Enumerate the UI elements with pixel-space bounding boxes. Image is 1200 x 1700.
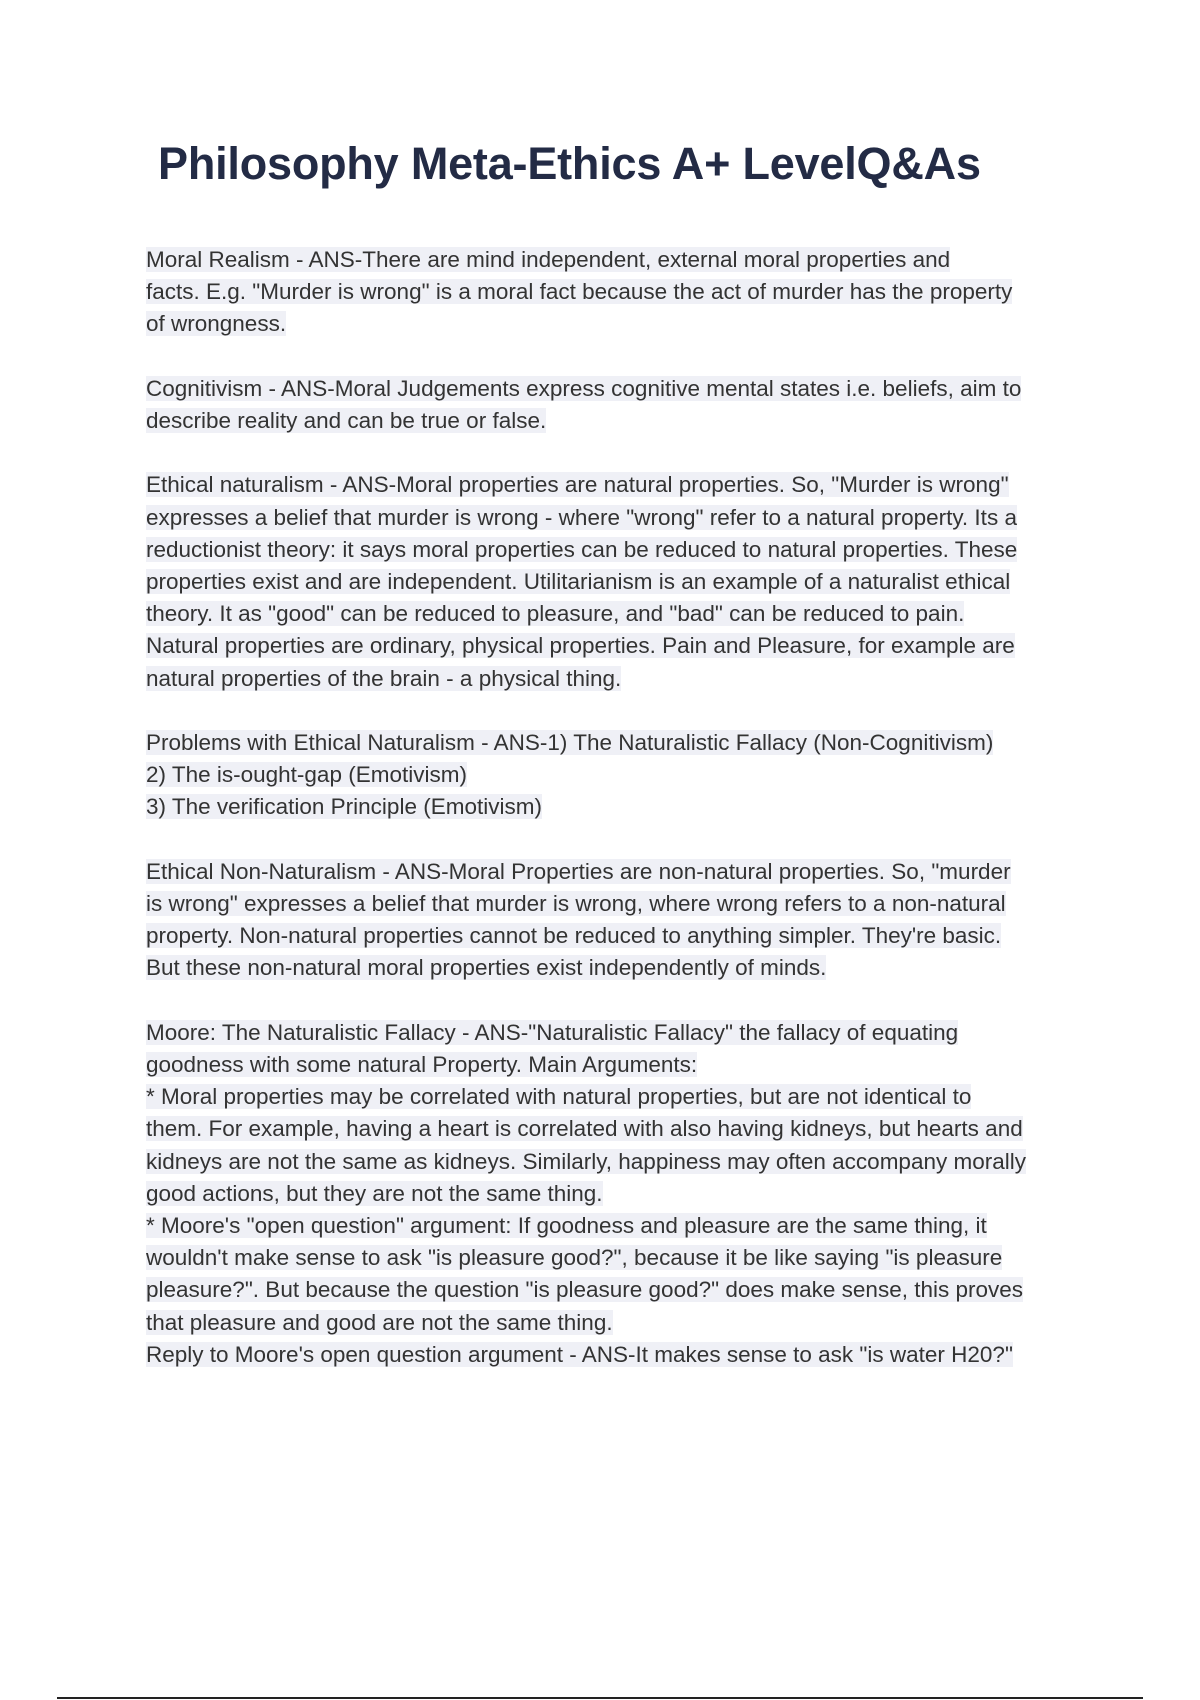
text-line: * Moore's "open question" argument: If goodness and pleasure are the same thing, it [146,1213,987,1239]
text-line: expresses a belief that murder is wrong - where "wrong" refer to a natural property. Its a [146,504,1017,530]
text-line: kidneys are not the same as kidneys. Similarly, happiness may often accompany morally [146,1148,1026,1174]
text-line: Reply to Moore's open question argument - ANS-It makes sense to ask "is water H20?" [146,1341,1013,1367]
text-line: that pleasure and good are not the same thing. [146,1309,613,1335]
text-line: Moore: The Naturalistic Fallacy - ANS-"Naturalistic Fallacy" the fallacy of equating [146,1019,959,1045]
text-line: * Moral properties may be correlated with natural properties, but are not identical to [146,1084,972,1110]
text-line: properties exist and are independent. Utilitarianism is an example of a naturalist ethical [146,569,1011,594]
text-line: reductionist theory: it says moral properties can be reduced to natural properties. These [146,536,1018,562]
text-line: theory. It as "good" can be reduced to pleasure, and "bad" can be reduced to pain. [146,601,965,627]
text-line: But these non-natural moral properties exist independently of minds. [146,955,827,981]
text-line: natural properties of the brain - a physical thing. [146,665,622,691]
footer-divider [57,1697,1143,1699]
text-line: Natural properties are ordinary, physical properties. Pain and Pleasure, for example are [146,633,1015,659]
qa-entry-moral-realism [146,244,1106,341]
text-line: of wrongness. [146,311,287,337]
text-line: good actions, but they are not the same thing. [146,1180,603,1206]
text-line: pleasure?". But because the question "is pleasure good?" does make sense, this proves [146,1277,1024,1303]
text-line: 3) The verification Principle (Emotivism) [146,794,542,820]
text-line: is wrong" expresses a belief that murder is wrong, where wrong refers to a non-natural [146,891,1006,916]
page-title: Philosophy Meta-Ethics A+ LevelQ&As [158,138,981,189]
text-line: 2) The is-ought-gap (Emotivism) [146,762,467,788]
text-line: wouldn't make sense to ask "is pleasure good?", because it be like saying "is pleasure [146,1245,1003,1271]
qa-entry-ethical-naturalism [146,469,1106,694]
text-line: describe reality and can be true or false. [146,408,547,433]
qa-entry-cognitivism [146,373,1106,437]
qa-content [146,244,1106,1371]
text-line: them. For example, having a heart is correlated with also having kidneys, but hearts and [146,1116,1023,1142]
text-line: Ethical naturalism - ANS-Moral properties are natural properties. So, "Murder is wrong" [146,472,1009,498]
text-line: Moral Realism - ANS-There are mind independent, external moral properties and [146,247,951,272]
text-line: property. Non-natural properties cannot be reduced to anything simpler. They're basic. [146,923,1002,949]
text-line: Ethical Non-Naturalism - ANS-Moral Properties are non-natural properties. So, "murder [146,858,1011,884]
text-line: Problems with Ethical Naturalism - ANS-1) The Naturalistic Fallacy (Non-Cognitivism) [146,730,994,755]
qa-entry-moore-fallacy [146,1017,1106,1371]
text-line: goodness with some natural Property. Main Arguments: [146,1052,698,1077]
text-line: facts. E.g. "Murder is wrong" is a moral fact because the act of murder has the property [146,279,1013,305]
qa-entry-non-naturalism [146,856,1106,985]
text-line: Cognitivism - ANS-Moral Judgements express cognitive mental states i.e. beliefs, aim to [146,375,1022,401]
qa-entry-problems-naturalism [146,727,1106,824]
